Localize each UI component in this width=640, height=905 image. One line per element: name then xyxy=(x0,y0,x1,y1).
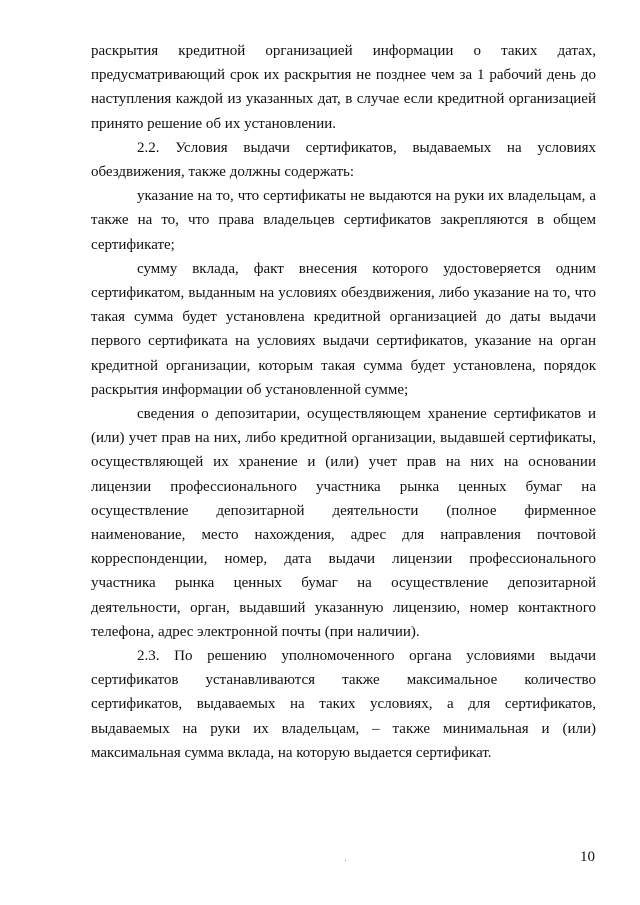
paragraph-deposit-amount: сумму вклада, факт внесения которого удостоверяется одним сертификатом, выданным на условиях обездвижения, либо указание на то, что такая сумма будет установлена кредитной организацией до даты выдачи первого сертификата на условиях выдачи сертификатов, указание на орган кредитной организации, которым такая сумма будет установлена, порядок раскрытия информации об установленной сумме; xyxy=(91,260,596,398)
paragraph-section-2-3: 2.3. По решению уполномоченного органа условиями выдачи сертификатов устанавливаются также максимальное количество сертификатов, выдаваемых на таких условиях, а для сертификатов, выдаваемых на руки их владельцам, – также минимальная и (или) максимальная сумма вклада, на которую выдается сертификат. xyxy=(91,648,596,761)
paragraph-disclosure-continuation: раскрытия кредитной организацией информации о таких датах, предусматривающий срок их раскрытия не позднее чем за 1 рабочий день до наступления каждой из указанных дат, в случае если кредитной организацией принято решение об их установлении. xyxy=(91,43,596,132)
scan-speck xyxy=(345,860,346,861)
paragraph-section-2-2: 2.2. Условия выдачи сертификатов, выдаваемых на условиях обездвижения, также должны содержать: xyxy=(91,139,596,181)
paragraph-not-issued-to-holders: указание на то, что сертификаты не выдаются на руки их владельцам, а также на то, что права владельцев сертификатов закрепляются в общем сертификате; xyxy=(91,188,596,253)
paragraph-depository-info: сведения о депозитарии, осуществляющем хранение сертификатов и (или) учет прав на них, либо кредитной организации, выдавшей сертификаты, осуществляющей их хранение и (или) учет прав на них на основании лицензии профессионального участника рынка ценных бумаг на осуществление депозитарной деятельности (полное фирменное наименование, место нахождения, адрес для направления почтовой корреспонденции, номер, дата выдачи лицензии профессионального участника рынка ценных бумаг на осуществление депозитарной деятельности, орган, выдавший указанную лицензию, номер контактного телефона, адрес электронной почты (при наличии). xyxy=(91,406,596,640)
document-body xyxy=(91,39,596,765)
page-number: 10 xyxy=(580,849,595,865)
